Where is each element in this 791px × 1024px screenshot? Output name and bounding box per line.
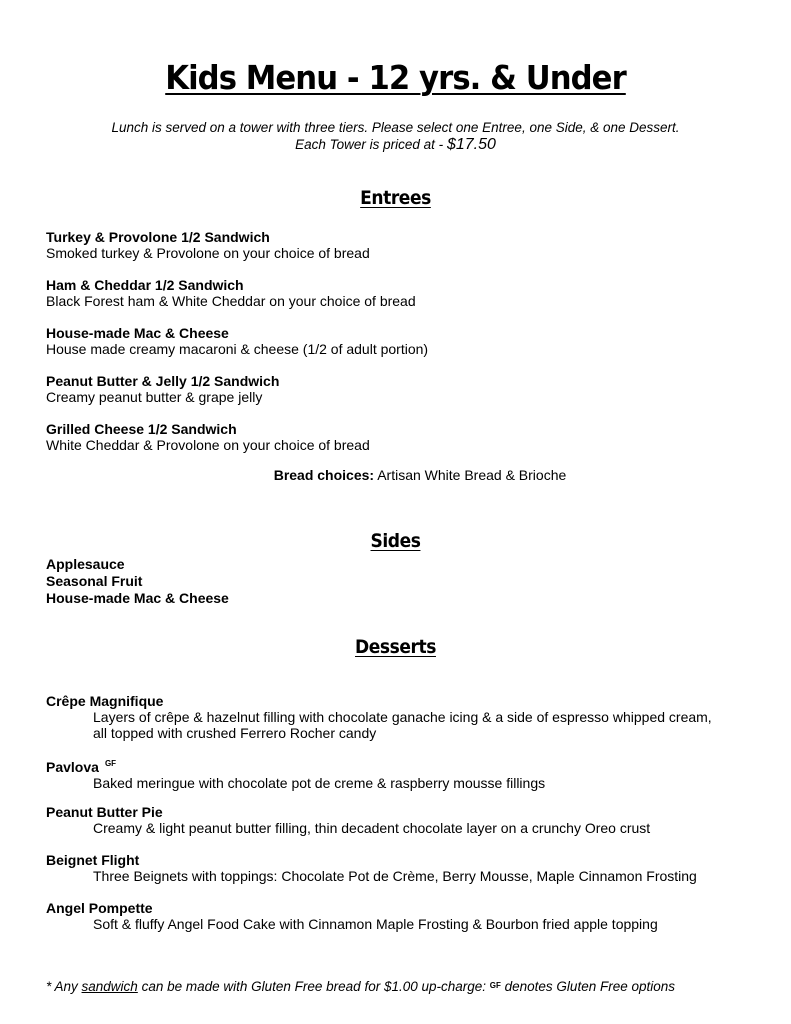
dessert-name: Beignet Flight bbox=[46, 852, 140, 868]
dessert-item bbox=[46, 804, 650, 836]
dessert-desc: Creamy & light peanut butter filling, thin decadent chocolate layer on a crunchy Oreo crust bbox=[93, 820, 651, 836]
side-item: House-made Mac & Cheese bbox=[46, 590, 229, 606]
entree-item bbox=[46, 421, 370, 453]
entree-name: Peanut Butter & Jelly 1/2 Sandwich bbox=[46, 373, 280, 389]
dessert-name: Peanut Butter Pie bbox=[46, 804, 163, 820]
page-title: Kids Menu - 12 yrs. & Under bbox=[165, 58, 626, 97]
entree-desc: House made creamy macaroni & cheese (1/2 of adult portion) bbox=[46, 341, 429, 357]
dessert-desc: Layers of crêpe & hazelnut filling with chocolate ganache icing & a side of espresso whipped cream, bbox=[93, 709, 712, 725]
sides-list bbox=[46, 556, 229, 607]
entree-desc: White Cheddar & Provolone on your choice of bread bbox=[46, 437, 370, 453]
side-item: Applesauce bbox=[46, 556, 125, 572]
dessert-name: Pavlova bbox=[46, 759, 99, 775]
dessert-desc-cont: all topped with crushed Ferrero Rocher candy bbox=[93, 725, 377, 741]
dessert-desc: Three Beignets with toppings: Chocolate Pot de Crème, Berry Mousse, Maple Cinnamon Frosting bbox=[93, 868, 697, 884]
desserts-heading: Desserts bbox=[355, 636, 436, 658]
entree-item bbox=[46, 277, 416, 309]
side-item: Seasonal Fruit bbox=[46, 573, 143, 589]
bread-choices: Bread choices: Artisan White Bread & Brioche bbox=[273, 467, 567, 483]
entree-item bbox=[46, 325, 428, 357]
dessert-item bbox=[46, 900, 658, 932]
footnote: * Any sandwich can be made with Gluten Free bread for $1.00 up-charge: $^{GF}$ denotes Gluten Free options bbox=[46, 979, 675, 994]
intro-text bbox=[0, 119, 791, 153]
dessert-name: Angel Pompette bbox=[46, 900, 153, 916]
intro-line-2: Each Tower is priced at - $17.50 bbox=[295, 136, 496, 153]
entree-desc: Smoked turkey & Provolone on your choice of bread bbox=[46, 245, 370, 261]
entree-item bbox=[46, 373, 279, 405]
intro-line-1: Lunch is served on a tower with three tiers. Please select one Entree, one Side, & one Dessert. bbox=[111, 120, 680, 135]
gf-badge: GF bbox=[104, 759, 117, 768]
entree-name: Turkey & Provolone 1/2 Sandwich bbox=[46, 229, 270, 245]
entree-desc: Creamy peanut butter & grape jelly bbox=[46, 389, 263, 405]
entree-name: Ham & Cheddar 1/2 Sandwich bbox=[46, 277, 244, 293]
gf-mark: GF bbox=[489, 981, 501, 990]
entree-item bbox=[46, 229, 370, 261]
dessert-desc: Soft & fluffy Angel Food Cake with Cinnamon Maple Frosting & Bourbon fried apple topping bbox=[93, 916, 658, 932]
dessert-name: Crêpe Magnifique bbox=[46, 693, 164, 709]
entree-name: House-made Mac & Cheese bbox=[46, 325, 229, 341]
sides-heading: Sides bbox=[370, 530, 421, 552]
dessert-item bbox=[46, 756, 545, 791]
dessert-item bbox=[46, 852, 697, 884]
tower-price: $17.50 bbox=[446, 136, 496, 153]
entree-desc: Black Forest ham & White Cheddar on your choice of bread bbox=[46, 293, 416, 309]
entrees-heading: Entrees bbox=[360, 187, 431, 209]
dessert-item bbox=[46, 693, 712, 741]
entree-name: Grilled Cheese 1/2 Sandwich bbox=[46, 421, 237, 437]
dessert-desc: Baked meringue with chocolate pot de creme & raspberry mousse fillings bbox=[93, 775, 546, 791]
